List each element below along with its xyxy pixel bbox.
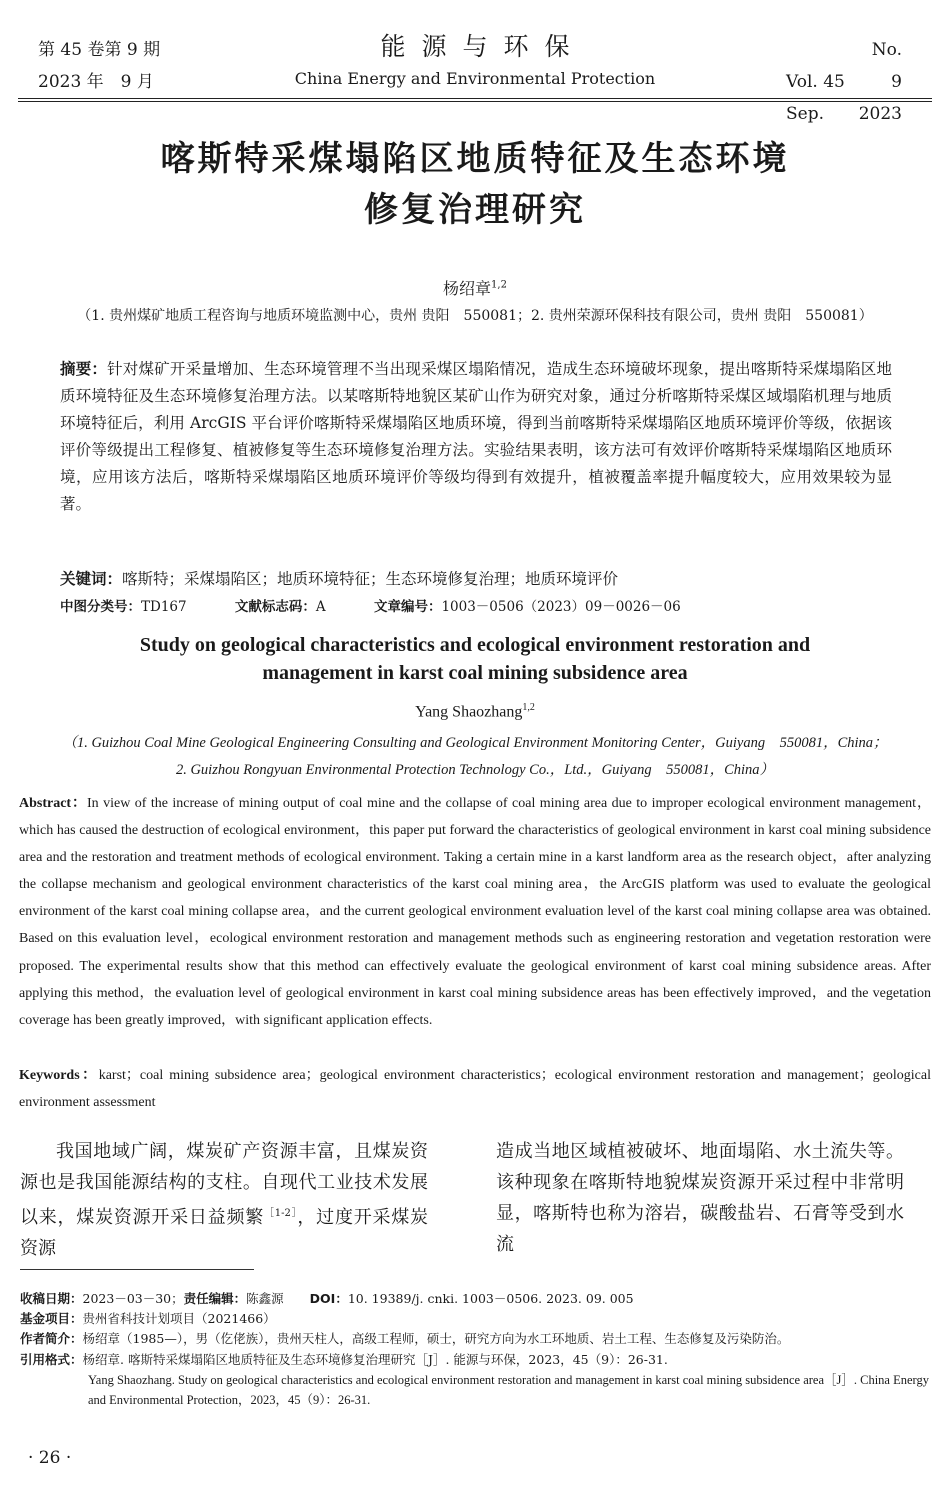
affiliation-en-line1: （1. Guizhou Coal Mine Geological Engineering Consulting and Geological Environment Monitoring Center，Guiyang 550081，China； (62, 735, 888, 751)
classification-line (60, 596, 892, 618)
volume-cn: 第 45 卷第 9 期 (38, 40, 161, 60)
body-column-left (20, 1136, 428, 1264)
abstract-cn-text: 针对煤矿开采量增加、生态环境管理不当出现采煤区塌陷情况，造成生态环境破坏现象，提出喀斯特采煤塌陷区地质环境特征及生态环境修复治理方法。以某喀斯特地貌区某矿山作为研究对象，通过分析喀斯特采煤区域塌陷机理与地质环境特征后，利用 ArcGIS 平台评价喀斯特采煤塌陷区地质环境，得到当前喀斯特采煤塌陷区地质环境评价等级，依据该评价等级提出工程修复、植被修复等生态环境修复治理方法。实验结果表明，该方法可有效评价喀斯特采煤塌陷区地质环境，应用该方法后，喀斯特采煤塌陷区地质环境评价等级均得到有效提升，植被覆盖率提升幅度较大，应用效果较为显著。 (60, 360, 892, 513)
keywords-en-text: karst；coal mining subsidence area；geological environment characteristics；ecological environment restoration and management；geological environment assessment (19, 1068, 932, 1110)
footnotes (20, 1289, 932, 1410)
received-date: 2023－03－30； (82, 1291, 184, 1306)
abstract-cn (60, 356, 892, 518)
doi-label: DOI： (309, 1291, 348, 1306)
paper-title-cn-line2: 修复治理研究 (364, 190, 586, 230)
paper-title-cn-line1: 喀斯特采煤塌陷区地质特征及生态环境 (160, 139, 790, 179)
doi-value[interactable]: 10. 19389/j. cnki. 1003－0506. 2023. 09. 005 (347, 1291, 634, 1306)
author-cn (0, 276, 950, 299)
article-no-value: 1003－0506（2023）09－0026－06 (441, 599, 681, 615)
abstract-en-text: In view of the increase of mining output of coal mine and the collapse of coal mining area due to improper ecological environment management，which has caused the destruction of ecological environment，this paper put forward the characteristics of geological environment in karst coal mining subsidence area and the restoration and treatment methods of ecological environment. Taking a certain mine in a karst landform area as the research object，after analyzing the collapse mechanism and geological environment characteristics of the karst coal mining area，the ArcGIS platform was used to evaluate the geological environment of the karst coal mining collapse area，and the current geological environment evaluation level of the karst coal mining collapse area was obtained. Based on this evaluation level，ecological environment restoration and management methods such as engineering restoration and vegetation restoration were proposed. The experimental results show that this method can effectively evaluate the geological environment of karst coal mining subsidence areas. After applying this method，the evaluation level of geological environment in karst coal mining subsidence areas has been effectively improved，and the vegetation coverage has been greatly improved，with significant application effects. (19, 796, 931, 1028)
keywords-cn-text: 喀斯特；采煤塌陷区；地质环境特征；生态环境修复治理；地质环境评价 (122, 570, 619, 588)
footnote-bio (20, 1329, 932, 1349)
affiliation-en-line2: 2. Guizhou Rongyuan Environmental Protection Technology Co.，Ltd.，Guiyang 550081，China） (175, 762, 775, 778)
footnote-received (20, 1289, 932, 1309)
doc-code-value: A (315, 599, 326, 615)
number-en: No. 9 (871, 40, 902, 92)
citation-cn: 杨绍章. 喀斯特采煤塌陷区地质特征及生态环境修复治理研究［J］. 能源与环保，2023，45（9）：26-31. (82, 1351, 668, 1367)
abstract-cn-label: 摘要： (60, 360, 108, 378)
author-en (0, 702, 950, 721)
header-rule-thin (18, 101, 932, 102)
citation-label: 引用格式： (20, 1351, 83, 1367)
fund-value: 贵州省科技计划项目（2021466） (82, 1311, 276, 1327)
clc-label: 中图分类号： (60, 599, 141, 615)
journal-name-cn: 能源与环保 (380, 32, 586, 61)
keywords-en (19, 1062, 931, 1116)
received-label: 收稿日期： (20, 1291, 83, 1306)
citation-ref[interactable]: ［1-2］ (263, 1208, 298, 1219)
editor-label: 责任编辑： (183, 1291, 247, 1306)
bio-value: 杨绍章（1985—），男（仡佬族），贵州天柱人，高级工程师，硕士，研究方向为水工环地质、岩土工程、生态修复及污染防治。 (82, 1331, 790, 1347)
clc-value: TD167 (141, 599, 187, 615)
paper-title-en (0, 631, 950, 687)
issue-info-en (786, 34, 902, 130)
paper-title-en-line2: management in karst coal mining subsidence area (262, 662, 688, 684)
keywords-cn-label: 关键词： (60, 570, 123, 588)
journal-name-en: China Energy and Environmental Protection (294, 69, 656, 88)
affiliation-en (0, 730, 950, 784)
footnote-citation (20, 1350, 932, 1370)
body-left-text-cont: ，过度开采煤炭资源 (20, 1207, 429, 1259)
month-en: Sep. (786, 104, 824, 124)
year-en: 2023 (858, 104, 902, 124)
paper-title-cn (0, 134, 950, 236)
doc-code-label: 文献标志码： (234, 599, 316, 615)
article-no-label: 文章编号： (373, 599, 442, 615)
header-rule (18, 98, 932, 99)
body-left-text: 我国地域广阔，煤炭矿产资源丰富，且煤炭资源也是我国能源结构的支柱。自现代工业技术发展以来，煤炭资源开采日益频繁 (20, 1141, 428, 1228)
author-en-name: Yang Shaozhang (415, 703, 523, 721)
date-cn: 2023 年 9 月 (38, 72, 154, 92)
volume-en: Vol. 45 (786, 72, 845, 92)
footnote-fund (20, 1309, 932, 1329)
author-cn-name: 杨绍章 (443, 279, 492, 298)
author-en-sup: 1,2 (522, 702, 535, 713)
fund-label: 基金项目： (20, 1311, 83, 1327)
page-number: · 26 · (28, 1448, 72, 1468)
keywords-cn (60, 566, 892, 592)
body-column-right: 造成当地区域植被破坏、地面塌陷、水土流失等。该种现象在喀斯特地貌煤炭资源开采过程中非常明显，喀斯特也称为溶岩，碳酸盐岩、石膏等受到水流 (496, 1141, 904, 1255)
editor-name: 陈鑫源 (246, 1291, 284, 1306)
citation-en: Yang Shaozhang. Study on geological characteristics and ecological environment restoration and management in karst coal mining subsidence area［J］. China Energy and Environmental Protection，2023，45（9）：26-31. (88, 1372, 929, 1408)
footnote-rule (20, 1269, 254, 1270)
affiliation-cn: （1. 贵州煤矿地质工程咨询与地质环境监测中心，贵州 贵阳 550081；2. 贵州荣源环保科技有限公司，贵州 贵阳 550081） (77, 308, 873, 324)
author-cn-sup: 1,2 (491, 279, 507, 291)
abstract-en (19, 790, 931, 1034)
paper-title-en-line1: Study on geological characteristics and ecological environment restoration and (139, 634, 811, 656)
abstract-en-label: Abstract： (19, 796, 87, 811)
bio-label: 作者简介： (20, 1331, 83, 1347)
keywords-en-label: Keywords： (19, 1068, 99, 1083)
